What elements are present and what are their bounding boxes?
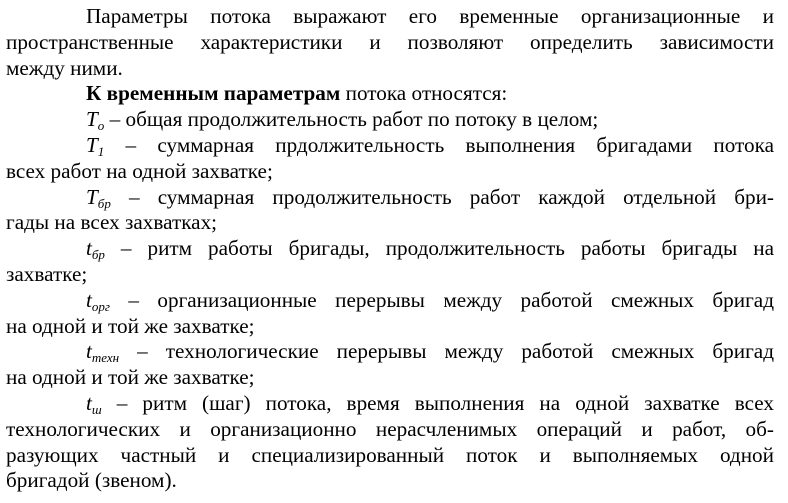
section-heading-rest: потока относятся: [340, 81, 508, 106]
intro-line-1: Параметры потока выражают его временные организационные и [86, 4, 774, 28]
param-text: – общая продолжительность работ по потоку в целом; [104, 107, 599, 132]
param-text-continuation: технологических и организационно нерасчленимых операций и работ, об- [6, 416, 774, 441]
section-heading-bold: К временным параметрам [86, 81, 341, 106]
param-text-continuation: на одной и той же захватке; [6, 313, 255, 338]
param-text-continuation: бригадой (звеном). [6, 468, 177, 493]
intro-line-3: между ними. [6, 55, 123, 80]
param-text-continuation: всех работ на одной захватке; [6, 158, 273, 183]
param-item-total-duration [6, 107, 774, 133]
intro-line-2: пространственные характеристики и позволяют определить зависимости [6, 29, 774, 54]
param-item-technological-breaks [6, 339, 774, 365]
param-subscript: 1 [97, 143, 105, 159]
param-subscript: бр [91, 247, 105, 263]
param-item-organizational-breaks [6, 288, 774, 314]
param-subscript: орг [91, 298, 110, 314]
param-text: – организационные перерывы между работой смежных бригад [109, 287, 774, 312]
param-subscript: техн [91, 350, 120, 366]
param-symbol: $t_{орг}$ [86, 287, 110, 314]
param-symbol: $t_{техн}$ [86, 339, 120, 366]
param-text: – суммарная продолжительность работ каждой отдельной бри- [110, 184, 774, 209]
param-symbol: $t_ш$ [86, 390, 102, 417]
param-text-continuation: гады на всех захватках; [6, 210, 218, 235]
param-text-continuation: захватке; [6, 261, 88, 286]
param-item-brigade-rhythm [6, 236, 774, 262]
param-symbol: $t_{бр}$ [86, 236, 105, 263]
param-symbol: $T_{бр}$ [86, 184, 111, 211]
param-subscript: бр [97, 195, 111, 211]
param-item-brigade-total-duration [6, 185, 774, 211]
param-text-continuation: разующих частный и специализированный поток и выполняемых одной [6, 442, 774, 467]
param-text: – технологические перерывы между работой смежных бригад [119, 339, 774, 364]
param-text: – ритм работы бригады, продолжительность работы бригады на [104, 236, 774, 261]
param-symbol: $T_1$ [86, 132, 105, 159]
section-heading [6, 81, 774, 107]
param-subscript: o [97, 118, 105, 134]
param-text: – суммарная прдолжительность выполнения бригадами потока [104, 132, 774, 157]
param-symbol: $T_o$ [86, 107, 105, 134]
param-item-flow-step [6, 391, 774, 417]
param-subscript: ш [91, 401, 102, 417]
param-item-brigades-duration [6, 133, 774, 159]
param-text-continuation: на одной и той же захватке; [6, 365, 255, 390]
param-text: – ритм (шаг) потока, время выполнения на одной захватке всех [101, 390, 774, 415]
